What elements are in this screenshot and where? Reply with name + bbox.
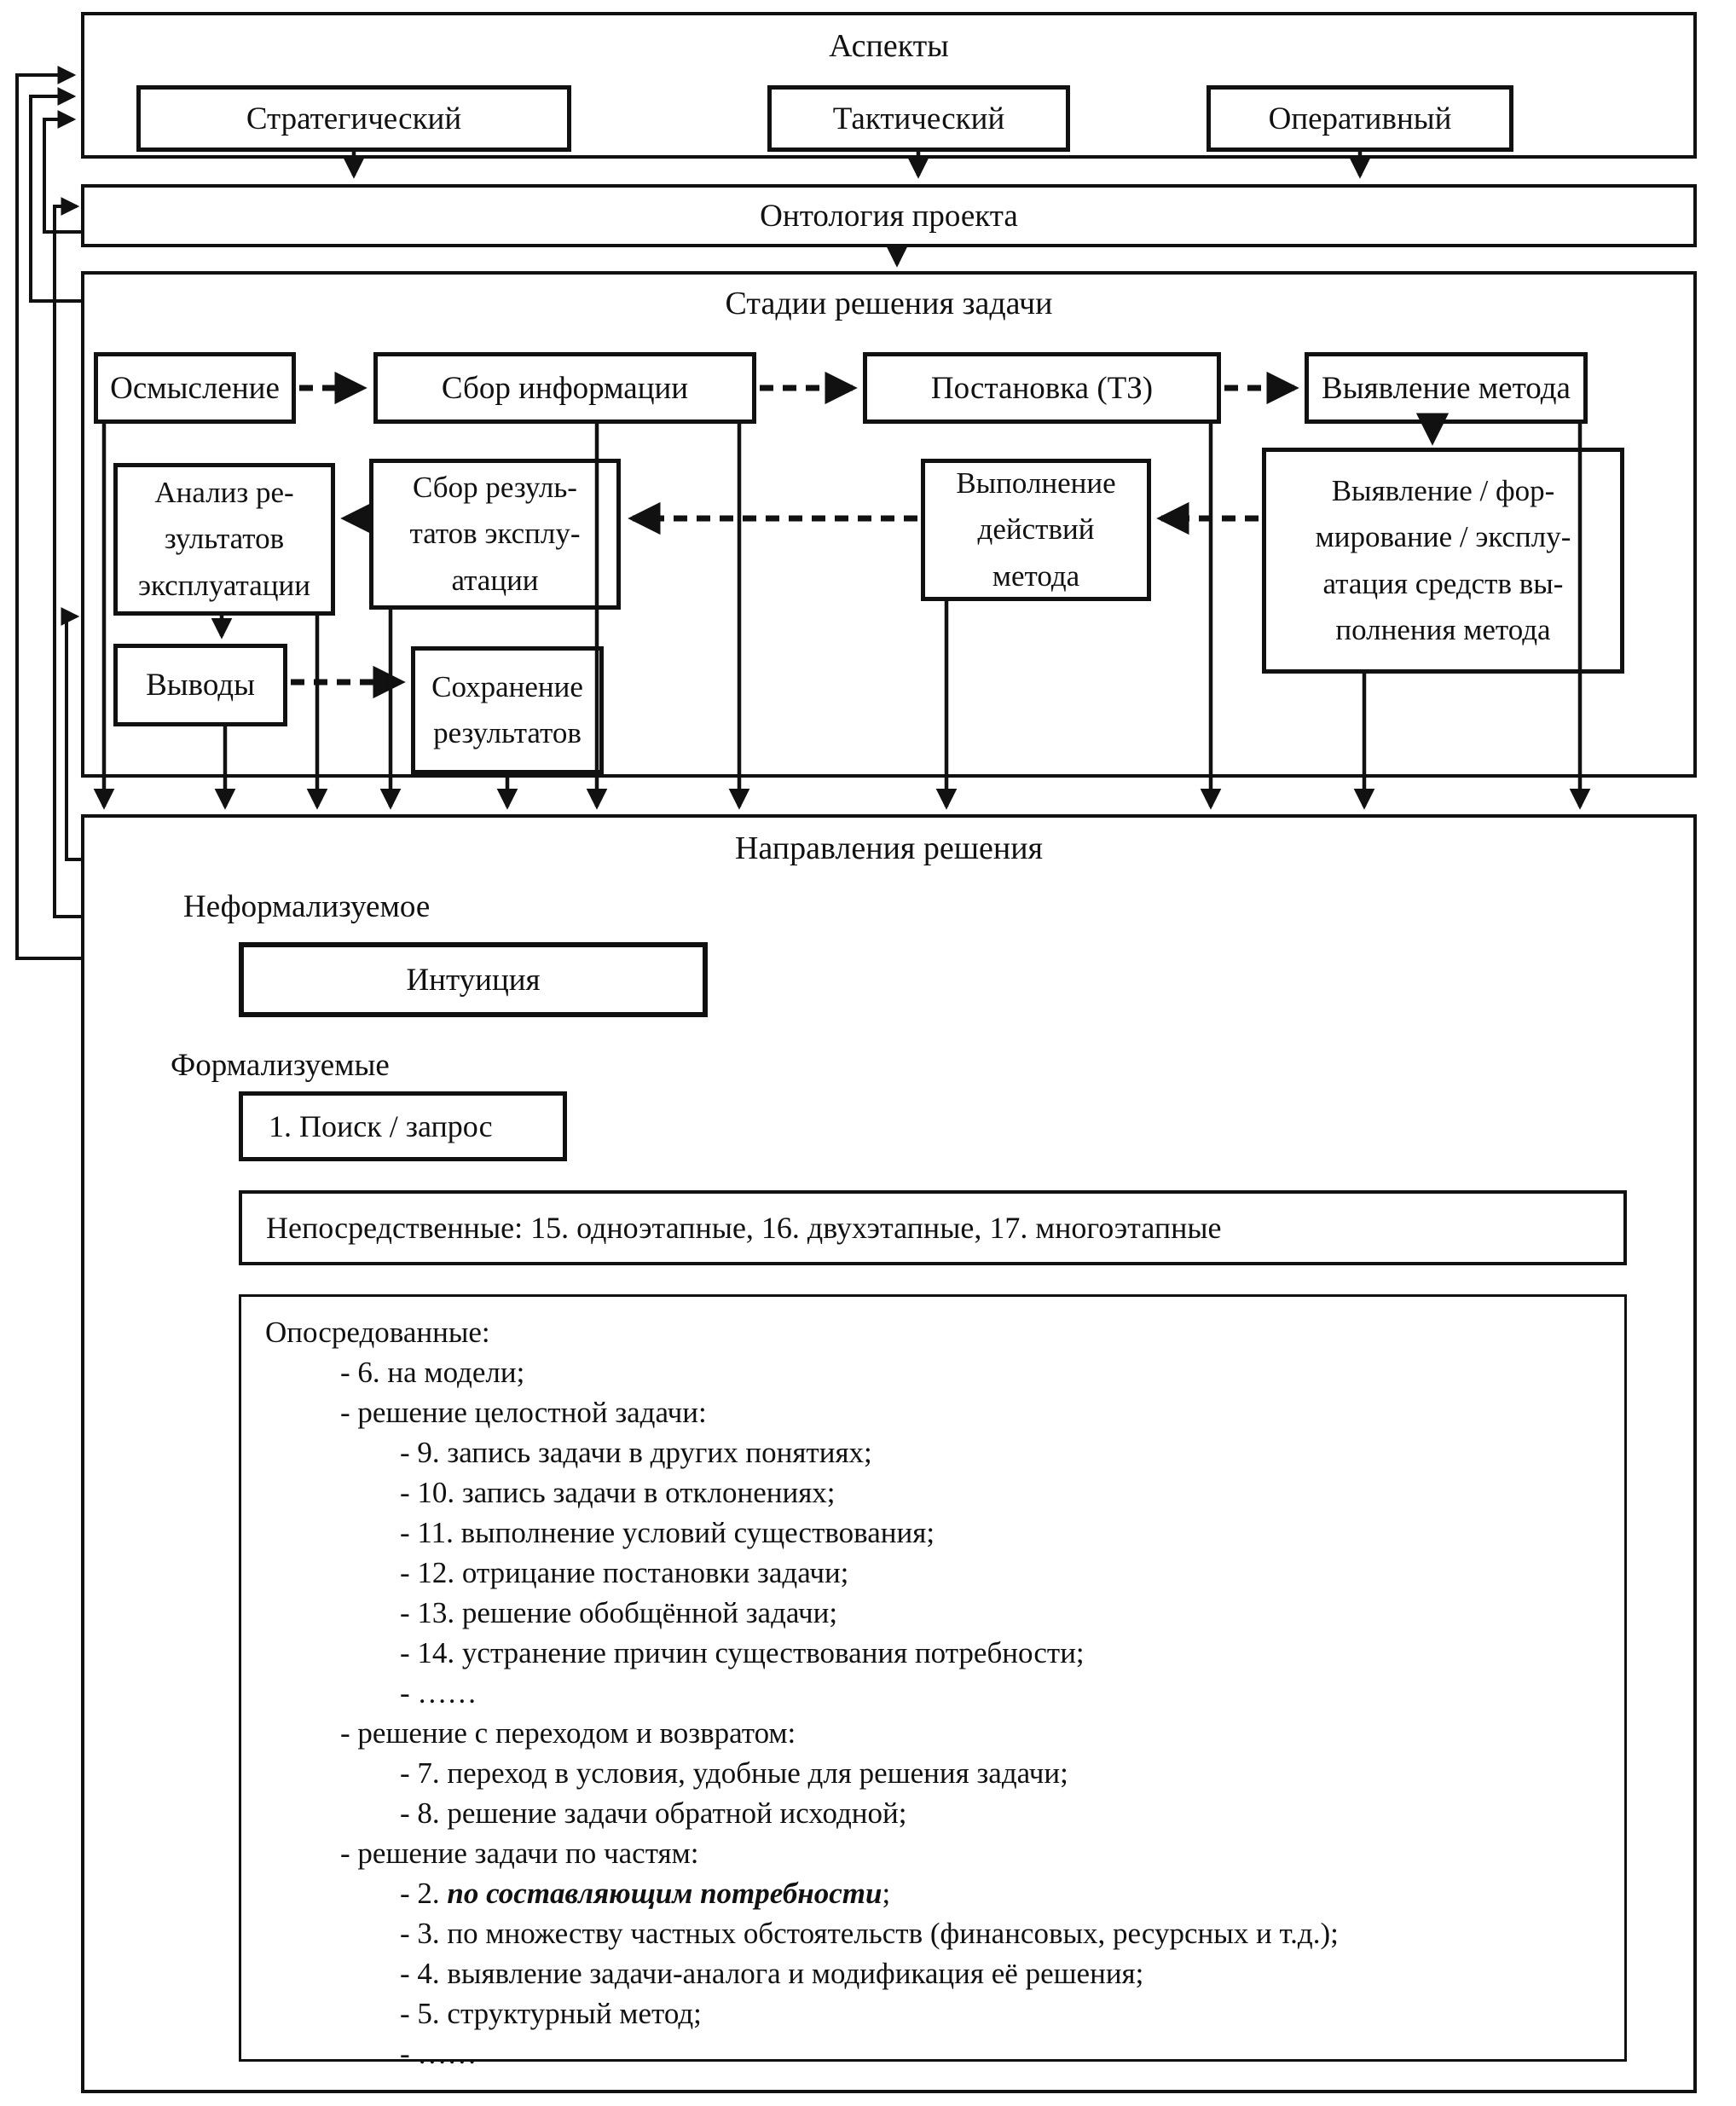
- results-analysis-line: эксплуатации: [137, 568, 310, 602]
- intuition-box: [239, 942, 708, 1017]
- stage-method-actions-box: [921, 459, 1151, 601]
- stage-comprehension-box: [94, 352, 296, 424]
- indirect-item: - 3. по множеству частных обстоятельств (финансовых, ресурсных и т.д.);: [400, 1917, 1339, 1950]
- aspect-operational-label: Оперативный: [1268, 101, 1452, 136]
- indirect-item: - 13. решение обобщённой задачи;: [400, 1596, 838, 1629]
- stage-statement-box: [863, 352, 1221, 424]
- method-actions-line: действий: [977, 512, 1095, 547]
- stage-conclusions-box: [113, 644, 287, 726]
- indirect-methods-box: [239, 1294, 1627, 2070]
- indirect-item: - 6. на модели;: [340, 1356, 525, 1389]
- indirect-list: [265, 1352, 1624, 2074]
- method-actions-line: метода: [992, 558, 1080, 593]
- indirect-item: - 4. выявление задачи-аналога и модификация её решения;: [400, 1957, 1144, 1990]
- stage-conclusions-label: Выводы: [146, 668, 255, 703]
- ontology-label: Онтология проекта: [760, 198, 1018, 234]
- aspects-title: Аспекты: [829, 28, 949, 64]
- method-means-line: атация средств вы-: [1322, 566, 1564, 600]
- directions-title: Направления решения: [734, 830, 1044, 866]
- stage-statement-label: Постановка (ТЗ): [930, 370, 1154, 406]
- results-saving-line: результатов: [433, 716, 582, 749]
- method-actions-line: Выполнение: [956, 466, 1116, 500]
- informal-label: Неформализуемое: [183, 889, 431, 924]
- results-saving-line: Сохранение: [431, 669, 583, 703]
- stage-comprehension-label: Осмысление: [110, 370, 280, 406]
- indirect-item: - решение с переходом и возвратом:: [340, 1716, 796, 1750]
- indirect-item: - 8. решение задачи обратной исходной;: [400, 1796, 907, 1830]
- aspect-tactical-box: [767, 85, 1070, 152]
- results-collection-line: татов эксплу-: [409, 517, 581, 551]
- indirect-item: - ……: [400, 2037, 477, 2070]
- indirect-header: Опосредованные:: [265, 1316, 490, 1349]
- indirect-item: - 7. переход в условия, удобные для решения задачи;: [400, 1756, 1068, 1790]
- ontology-bar: [81, 184, 1697, 247]
- indirect-item: - 2. по составляющим потребности;: [400, 1877, 891, 1910]
- stage-method-identification-box: [1305, 352, 1588, 424]
- stage-method-means-box: [1262, 448, 1624, 674]
- stage-info-gathering-box: [373, 352, 756, 424]
- search-query-label: 1. Поиск / запрос: [269, 1109, 493, 1143]
- stage-results-saving-box: [411, 646, 604, 774]
- stages-title: Стадии решения задачи: [725, 286, 1053, 321]
- indirect-item: - 12. отрицание постановки задачи;: [400, 1556, 849, 1589]
- indirect-item: - 9. запись задачи в других понятиях;: [400, 1436, 872, 1469]
- stage-results-analysis-box: [113, 463, 335, 616]
- direct-methods-box: [239, 1190, 1627, 1265]
- indirect-item: - 5. структурный метод;: [400, 1997, 702, 2030]
- indirect-item: - 10. запись задачи в отклонениях;: [400, 1476, 836, 1509]
- results-analysis-line: Анализ ре-: [154, 476, 294, 510]
- indirect-item: - решение целостной задачи:: [340, 1396, 707, 1429]
- stage-info-gathering-label: Сбор информации: [441, 370, 689, 406]
- stage-results-collection-box: [369, 459, 621, 610]
- indirect-item: - ……: [400, 1676, 477, 1710]
- results-collection-line: Сбор резуль-: [413, 471, 577, 505]
- aspect-operational-box: [1207, 85, 1513, 152]
- stage-method-identification-label: Выявление метода: [1322, 370, 1571, 406]
- method-means-line: мирование / эксплу-: [1315, 520, 1571, 554]
- indirect-item: - решение задачи по частям:: [340, 1837, 699, 1870]
- method-means-line: Выявление / фор-: [1331, 474, 1555, 507]
- aspect-tactical-label: Тактический: [832, 101, 1005, 136]
- aspect-strategic-box: [136, 85, 571, 152]
- search-query-box: [239, 1091, 567, 1161]
- results-collection-line: атации: [451, 563, 539, 597]
- intuition-label: Интуиция: [406, 962, 541, 998]
- feedback-lines: [17, 75, 81, 958]
- indirect-item: - 11. выполнение условий существования;: [400, 1516, 935, 1549]
- results-analysis-line: зультатов: [164, 522, 285, 556]
- method-means-line: полнения метода: [1335, 612, 1551, 646]
- aspect-strategic-label: Стратегический: [246, 101, 462, 136]
- direct-methods-label: Непосредственные: 15. одноэтапные, 16. двухэтапные, 17. многоэтапные: [266, 1211, 1222, 1245]
- indirect-item: - 14. устранение причин существования потребности;: [400, 1636, 1085, 1669]
- formal-label: Формализуемые: [171, 1048, 390, 1083]
